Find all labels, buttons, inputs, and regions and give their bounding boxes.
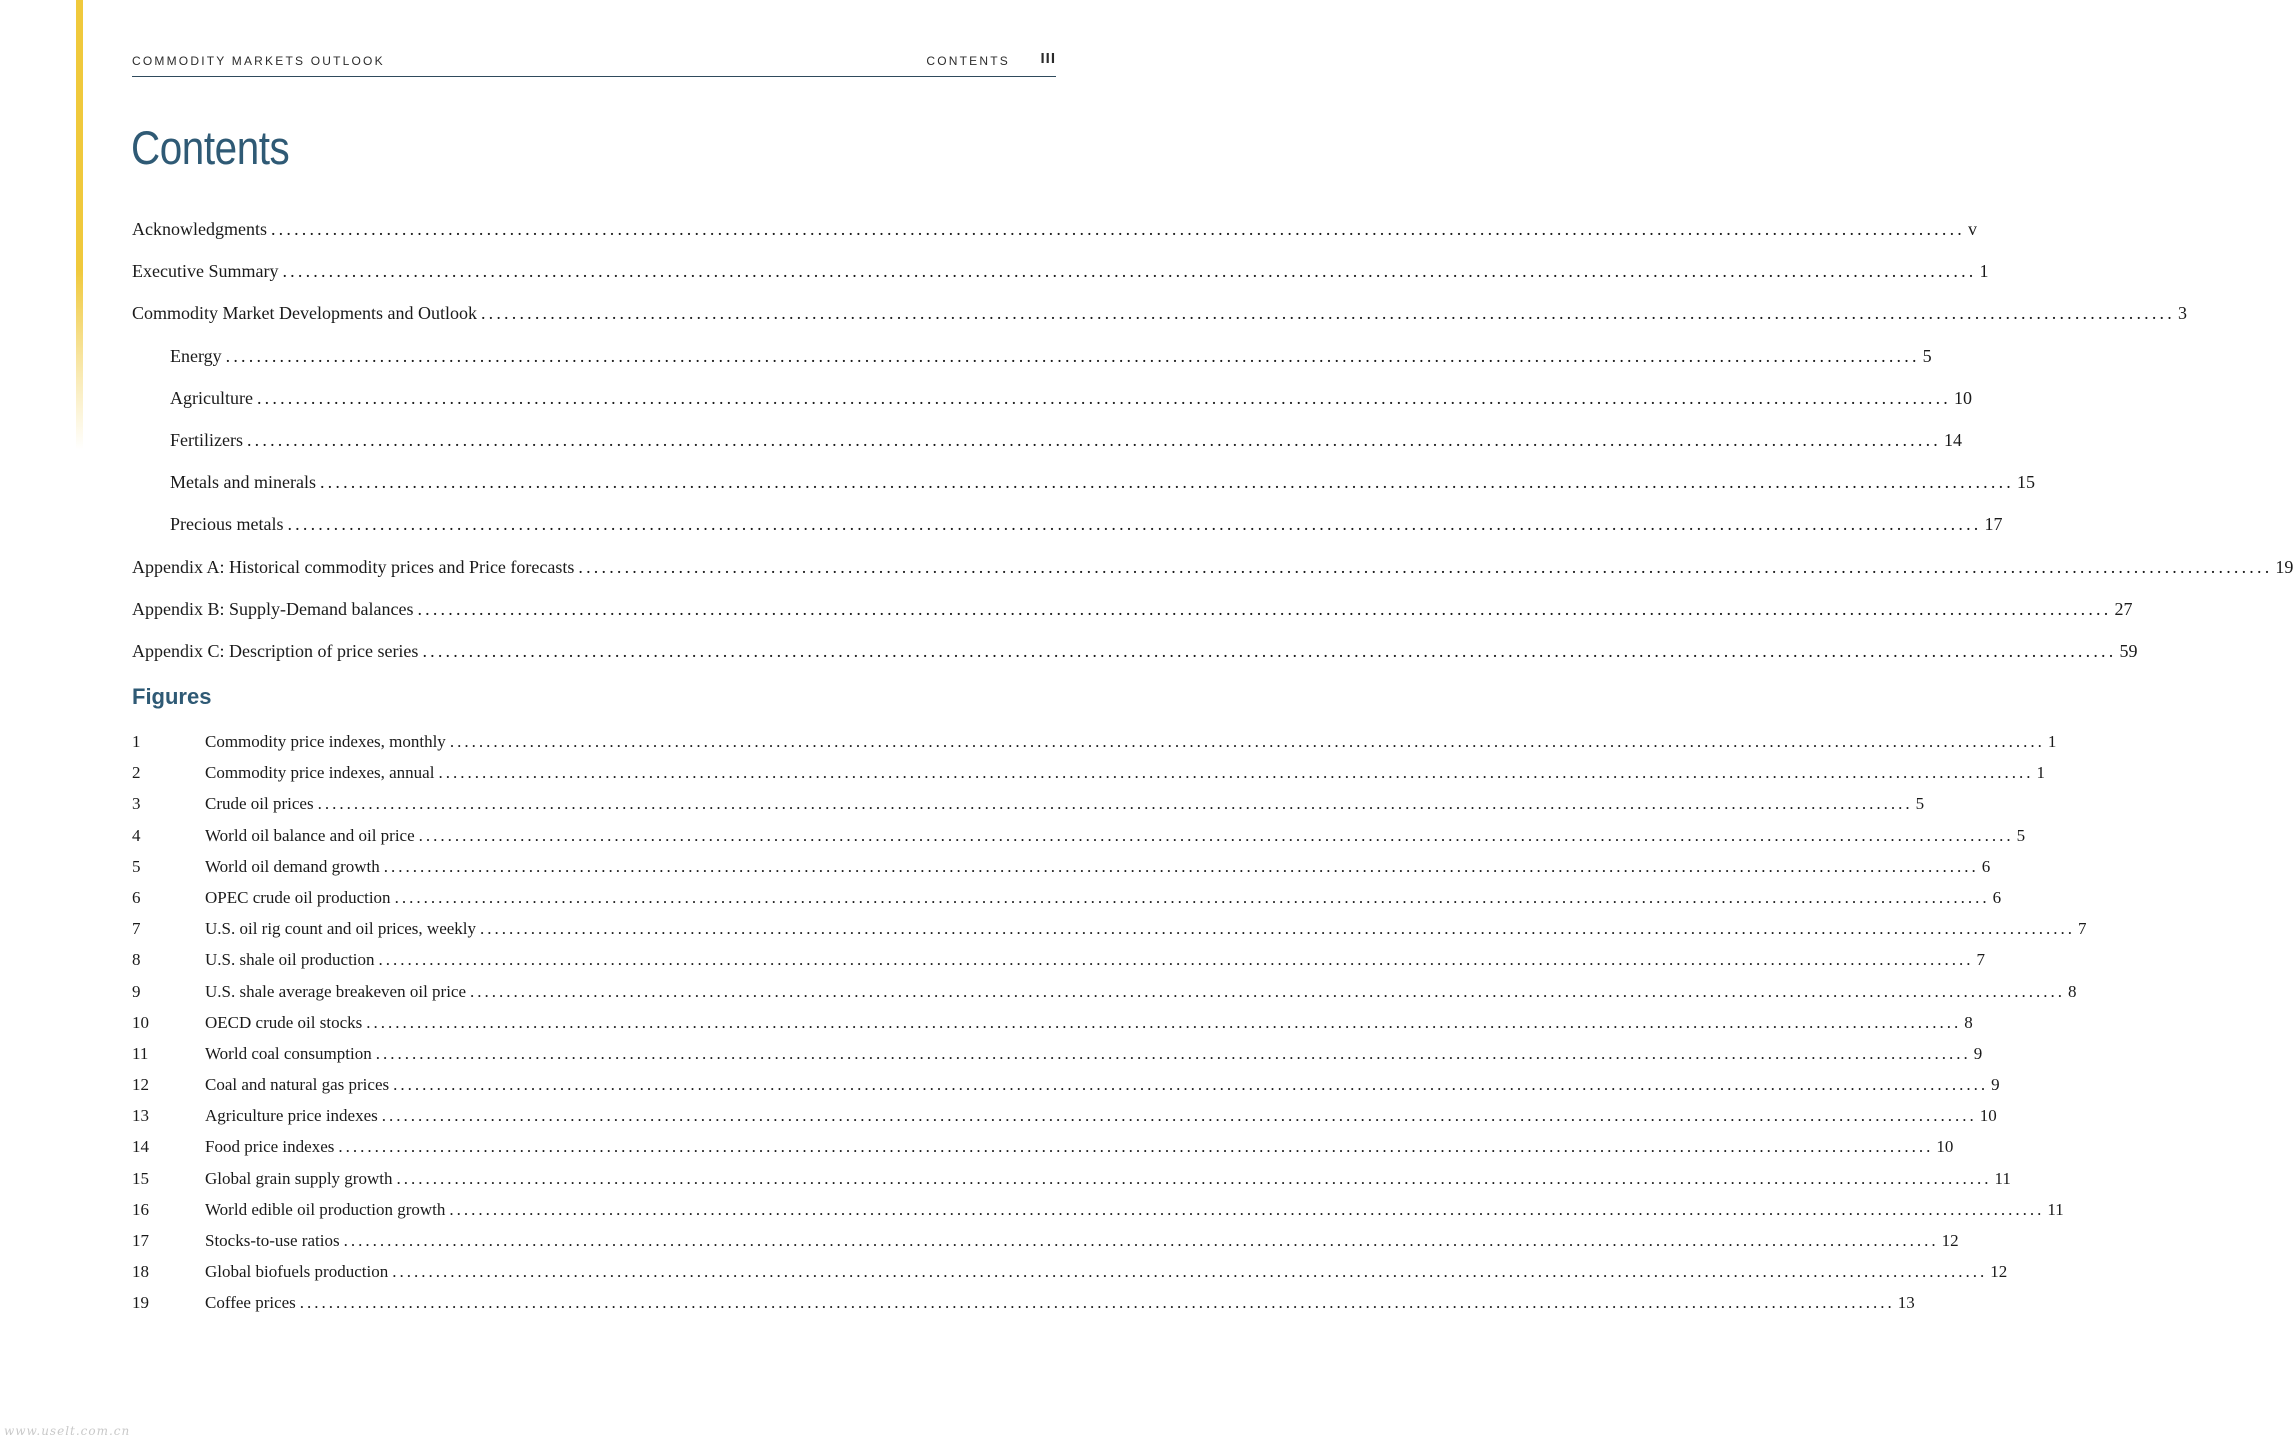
dot-leader: ............................................................................................................................................................................................................................ (299, 1293, 1895, 1313)
figure-label: Coffee prices (205, 1293, 296, 1313)
dot-leader: ............................................................................................................................................................................................................................ (338, 1137, 1934, 1157)
figure-number: 3 (132, 794, 141, 814)
dot-leader: ............................................................................................................................................................................................................................ (287, 514, 1982, 535)
toc-entry-page: 15 (2016, 472, 2035, 493)
figure-number: 7 (132, 919, 141, 939)
dot-leader: ............................................................................................................................................................................................................................ (381, 1106, 1977, 1126)
figure-page: 5 (1915, 794, 1925, 814)
dot-leader: ............................................................................................................................................................................................................................ (394, 887, 1990, 907)
dot-leader: ............................................................................................................................................................................................................................ (438, 763, 2034, 783)
dot-leader: ............................................................................................................................................................................................................................ (396, 1168, 1992, 1188)
figure-entry[interactable] (132, 1133, 1954, 1164)
figure-label: Commodity price indexes, monthly (205, 732, 446, 751)
table-of-contents (132, 214, 2293, 678)
figure-entry[interactable] (132, 884, 2002, 915)
figure-entry[interactable] (132, 1289, 1915, 1320)
figure-entry[interactable] (132, 1040, 1983, 1071)
figure-page: 8 (2068, 981, 2077, 1001)
toc-entry-page: 10 (1953, 387, 1972, 408)
section-label: CONTENTS (926, 54, 1010, 68)
toc-entry-page: 14 (1943, 429, 1962, 450)
figure-entry[interactable] (132, 1009, 1973, 1040)
figure-entry[interactable] (132, 1196, 2064, 1227)
toc-entry-page: 1 (1979, 261, 1989, 282)
dot-leader: ............................................................................................................................................................................................................................ (449, 1199, 2045, 1219)
figure-page: 10 (1936, 1137, 1954, 1157)
figure-label: Crude oil prices (205, 794, 314, 814)
dot-leader: ............................................................................................................................................................................................................................ (282, 261, 1977, 282)
figure-number: 14 (132, 1137, 149, 1157)
figure-entry[interactable] (132, 915, 2087, 946)
dot-leader: ............................................................................................................................................................................................................................ (270, 219, 1965, 239)
figure-entry[interactable] (132, 978, 2077, 1009)
toc-entry-label: Acknowledgments (132, 219, 267, 239)
dot-leader: ............................................................................................................................................................................................................................ (480, 303, 2175, 324)
watermark: www.uselt.com.cn (4, 1424, 131, 1438)
figure-entry[interactable] (132, 822, 2026, 853)
figure-number: 11 (132, 1043, 149, 1063)
figure-page: 7 (2078, 919, 2087, 939)
figure-page: 12 (1990, 1262, 2008, 1282)
figure-number: 8 (132, 950, 141, 970)
dot-leader: ............................................................................................................................................................................................................................ (417, 598, 2112, 619)
figure-label: U.S. shale average breakeven oil price (205, 981, 467, 1001)
figure-number: 6 (132, 887, 141, 907)
figure-label: Global biofuels production (205, 1262, 389, 1282)
running-header (132, 52, 1056, 77)
figure-entry[interactable] (132, 946, 1986, 977)
figure-label: U.S. shale oil production (205, 950, 375, 970)
figure-label: Commodity price indexes, annual (205, 763, 435, 783)
dot-leader: ............................................................................................................................................................................................................................ (378, 950, 1974, 970)
figure-number: 9 (132, 981, 141, 1001)
toc-entry-label: Executive Summary (132, 261, 279, 282)
accent-side-bar (76, 0, 83, 450)
figure-label: Agriculture price indexes (205, 1106, 378, 1126)
figure-page: 13 (1897, 1293, 1915, 1313)
toc-entry-label: Precious metals (170, 514, 284, 535)
toc-entry-page: 27 (2114, 598, 2133, 619)
figure-entry[interactable] (132, 728, 2057, 759)
toc-entry-label: Appendix B: Supply-Demand balances (132, 598, 414, 619)
dot-leader: ............................................................................................................................................................................................................................ (449, 732, 2045, 751)
figure-number: 12 (132, 1075, 149, 1095)
dot-leader: ............................................................................................................................................................................................................................ (375, 1043, 1971, 1063)
figure-label: U.S. oil rig count and oil prices, weekly (205, 919, 477, 939)
page-number: III (1040, 50, 1056, 67)
dot-leader: ............................................................................................................................................................................................................................ (392, 1262, 1988, 1282)
toc-entry-label: Appendix A: Historical commodity prices and Price forecasts (132, 556, 575, 577)
figure-page: 7 (1976, 950, 1986, 970)
figure-number: 17 (132, 1231, 149, 1250)
figures-list (132, 728, 2087, 1321)
dot-leader: ............................................................................................................................................................................................................................ (225, 345, 1920, 366)
figure-entry[interactable] (132, 1227, 1959, 1258)
figure-label: OPEC crude oil production (205, 887, 391, 907)
figure-entry[interactable] (132, 759, 2045, 790)
toc-entry-label: Metals and minerals (170, 472, 316, 493)
toc-entry[interactable] (132, 552, 2293, 594)
figure-entry[interactable] (132, 1258, 2008, 1289)
toc-entry-label: Fertilizers (170, 429, 243, 450)
dot-leader: ............................................................................................................................................................................................................................ (317, 794, 1913, 814)
figure-label: OECD crude oil stocks (205, 1012, 363, 1032)
figure-label: World oil balance and oil price (205, 825, 415, 845)
toc-entry-label: Energy (170, 345, 222, 366)
figures-heading: Figures (132, 684, 212, 709)
figure-number: 2 (132, 763, 141, 783)
figure-entry[interactable] (132, 1102, 1997, 1133)
toc-entry[interactable] (132, 341, 1932, 383)
toc-entry-label: Agriculture (170, 387, 253, 408)
figure-page: 10 (1979, 1106, 1997, 1126)
dot-leader: ............................................................................................................................................................................................................................ (256, 387, 1951, 408)
figure-page: 9 (1991, 1075, 2000, 1095)
toc-entry[interactable] (132, 214, 1977, 256)
figure-label: Stocks-to-use ratios (205, 1231, 340, 1250)
figure-entry[interactable] (132, 853, 1991, 884)
figure-page: 1 (2047, 732, 2057, 751)
figure-page: 1 (2036, 763, 2045, 783)
figure-label: Coal and natural gas prices (205, 1075, 390, 1095)
figure-entry[interactable] (132, 1071, 2000, 1102)
figure-number: 13 (132, 1106, 149, 1126)
toc-entry-label: Commodity Market Developments and Outlook (132, 303, 477, 324)
toc-entry-page: 19 (2275, 556, 2293, 577)
figure-label: World oil demand growth (205, 856, 380, 876)
figure-label: Global grain supply growth (205, 1168, 393, 1188)
figure-page: 5 (2016, 825, 2026, 845)
figure-page: 8 (1964, 1012, 1973, 1032)
publication-title: COMMODITY MARKETS OUTLOOK (132, 54, 385, 68)
figure-page: 12 (1941, 1231, 1959, 1250)
toc-entry-page: v (1967, 219, 1977, 239)
figure-number: 4 (132, 825, 141, 845)
toc-entry[interactable] (132, 425, 1962, 467)
figure-page: 6 (1992, 887, 2002, 907)
dot-leader: ............................................................................................................................................................................................................................ (383, 856, 1979, 876)
toc-entry-page: 59 (2119, 640, 2138, 661)
figure-page: 11 (1994, 1168, 2011, 1188)
figure-number: 16 (132, 1199, 149, 1219)
figure-entry[interactable] (132, 1165, 2011, 1196)
figure-label: Food price indexes (205, 1137, 335, 1157)
dot-leader: ............................................................................................................................................................................................................................ (343, 1231, 1939, 1250)
figure-number: 5 (132, 856, 141, 876)
figure-page: 6 (1981, 856, 1991, 876)
dot-leader: ............................................................................................................................................................................................................................ (246, 429, 1941, 450)
toc-entry-page: 5 (1922, 345, 1932, 366)
page-title: Contents (131, 121, 290, 174)
dot-leader: ............................................................................................................................................................................................................................ (319, 472, 2014, 493)
figure-label: World edible oil production growth (205, 1199, 446, 1219)
dot-leader: ............................................................................................................................................................................................................................ (393, 1075, 1989, 1095)
figure-number: 1 (132, 732, 141, 751)
figure-entry[interactable] (132, 790, 1925, 821)
figure-number: 19 (132, 1293, 149, 1313)
toc-entry-page: 17 (1984, 514, 2003, 535)
toc-entry[interactable] (132, 383, 1972, 425)
figure-page: 11 (2047, 1199, 2064, 1219)
dot-leader: ............................................................................................................................................................................................................................ (480, 919, 2076, 939)
toc-entry[interactable] (132, 256, 1989, 298)
toc-entry[interactable] (132, 636, 2138, 678)
toc-entry[interactable] (132, 509, 2003, 551)
toc-entry-label: Appendix C: Description of price series (132, 640, 419, 661)
toc-entry-page: 3 (2177, 303, 2187, 324)
figure-number: 10 (132, 1012, 149, 1032)
figure-number: 15 (132, 1168, 149, 1188)
dot-leader: ............................................................................................................................................................................................................................ (418, 825, 2014, 845)
figure-page: 9 (1973, 1043, 1983, 1063)
figure-number: 18 (132, 1262, 149, 1282)
toc-entry[interactable] (132, 467, 2035, 509)
toc-entry[interactable] (132, 298, 2187, 340)
dot-leader: ............................................................................................................................................................................................................................ (366, 1012, 1962, 1032)
dot-leader: ............................................................................................................................................................................................................................ (578, 556, 2273, 577)
toc-entry[interactable] (132, 594, 2133, 636)
dot-leader: ............................................................................................................................................................................................................................ (422, 640, 2117, 661)
dot-leader: ............................................................................................................................................................................................................................ (470, 981, 2066, 1001)
figure-label: World coal consumption (205, 1043, 372, 1063)
